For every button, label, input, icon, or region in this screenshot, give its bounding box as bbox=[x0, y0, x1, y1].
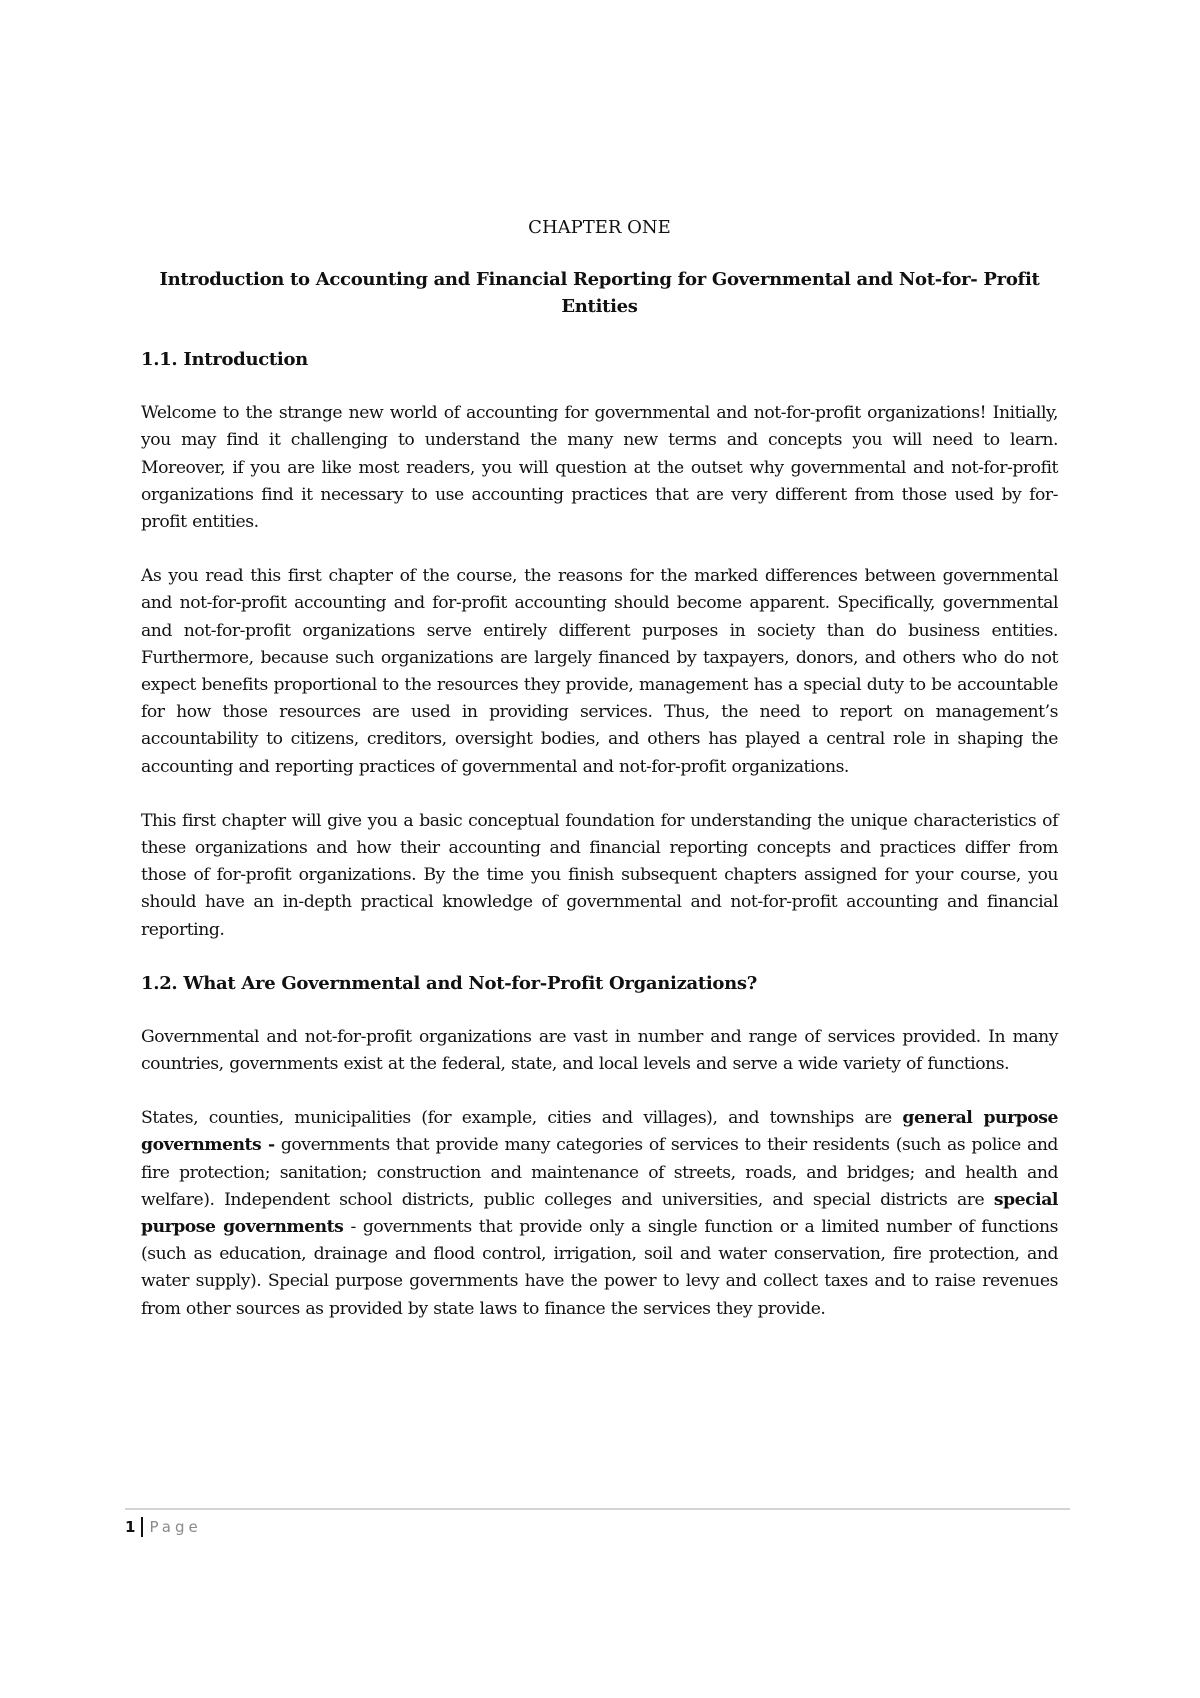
chapter-label: CHAPTER ONE bbox=[528, 217, 671, 238]
section-heading-what-are-organizations: 1.2. What Are Governmental and Not-for-Profit Organizations? bbox=[141, 972, 757, 994]
chapter-title-line2: Entities bbox=[561, 295, 638, 317]
term-general-purpose-governments: general purpose governments - bbox=[141, 1108, 1058, 1156]
term-special-purpose-governments: special purpose governments bbox=[141, 1189, 1058, 1238]
page-number: 1 bbox=[125, 1518, 136, 1536]
page-content bbox=[141, 214, 1058, 1323]
paragraph: Governmental and not-for-profit organizations are vast in number and range of services provided. In many countries, governments exist at the federal, state, and local levels and serve a wide variety of functions. bbox=[141, 1026, 1058, 1075]
text-run: governments that provide many categories of services to their residents (such as police and fire protection; sanitation; construction and maintenance of streets, roads, and bridges; and health and welfare). Independent school districts, public colleges and universities, and special districts are bbox=[141, 1135, 1058, 1210]
page-separator-bar bbox=[141, 1517, 143, 1537]
text-run: - governments that provide only a single function or a limited number of functions (such as education, drainage and flood control, irrigation, soil and water conservation, fire protection, and water supply). Special purpose governments have the power to levy and collect taxes and to raise revenues from other sources as provided by state laws to finance the services they provide. bbox=[141, 1217, 1058, 1319]
chapter-title-line1: Introduction to Accounting and Financial Reporting for Governmental and Not-for- Profit bbox=[159, 269, 1040, 291]
chapter-title bbox=[141, 267, 1058, 320]
paragraph: As you read this first chapter of the course, the reasons for the marked differences between governmental and not-for-profit accounting and for-profit accounting should become apparent. Specifically, governmental and not-for-profit organizations serve entirely different purposes in society than do business entities. Furthermore, because such organizations are largely financed by taxpayers, donors, and others who do not expect benefits proportional to the resources they provide, management has a special duty to be accountable for how those resources are used in providing services. Thus, the need to report on management’s accountability to citizens, creditors, oversight bodies, and others has played a central role in shaping the accounting and reporting practices of governmental and not-for-profit organizations. bbox=[141, 566, 1058, 777]
paragraph: Welcome to the strange new world of accounting for governmental and not-for-profit organizations! Initially, you may find it challenging to understand the many new terms and concepts you will need to learn. Moreover, if you are like most readers, you will question at the outset why governmental and not-for-profit organizations find it necessary to use accounting practices that are very different from those used by for-profit entities. bbox=[141, 403, 1058, 533]
page-footer bbox=[125, 1515, 202, 1539]
section-heading-introduction: 1.1. Introduction bbox=[141, 349, 308, 371]
paragraph: This first chapter will give you a basic conceptual foundation for understanding the unique characteristics of these organizations and how their accounting and financial reporting concepts and practices differ from those of for-profit organizations. By the time you finish subsequent chapters assigned for your course, you should have an in-depth practical knowledge of governmental and not-for-profit accounting and financial reporting. bbox=[141, 810, 1058, 940]
text-run: States, counties, municipalities (for example, cities and villages), and townships are bbox=[141, 1108, 903, 1129]
footer-divider bbox=[125, 1508, 1070, 1510]
page-label: Page bbox=[149, 1518, 202, 1536]
paragraph-with-definitions bbox=[141, 1105, 1058, 1323]
